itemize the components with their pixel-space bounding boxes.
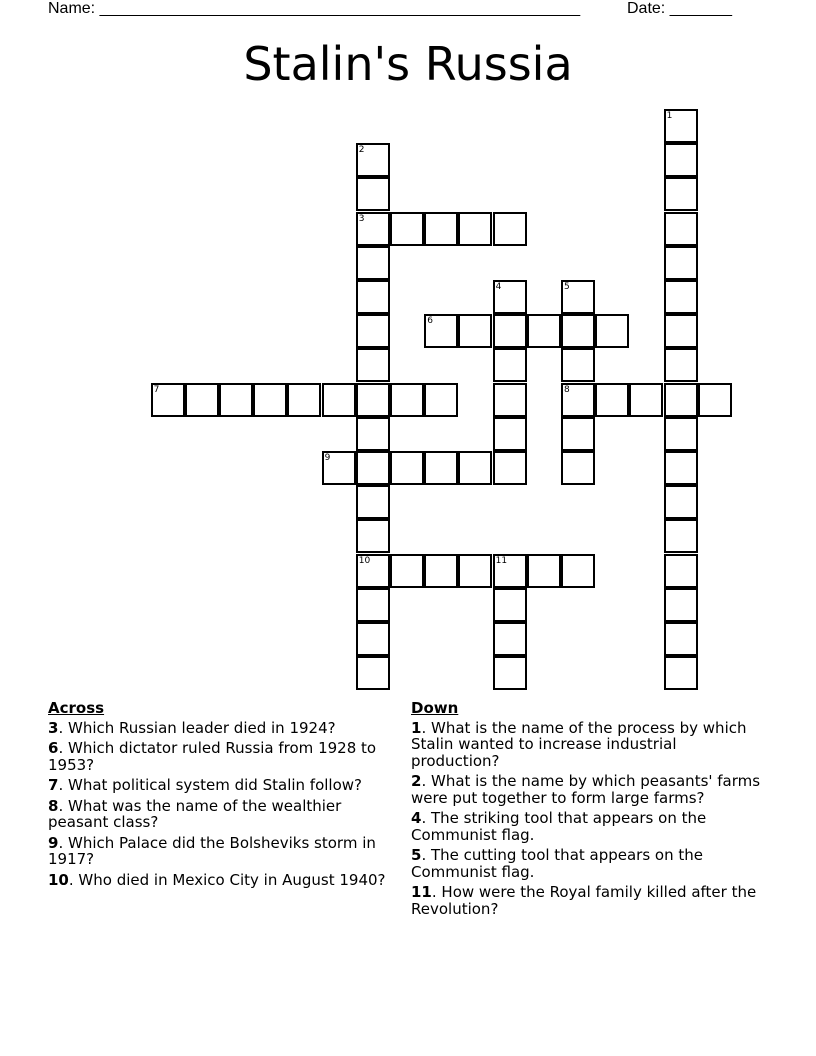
clue-text: The striking tool that appears on the Communist flag. (411, 809, 707, 844)
grid-cell[interactable] (664, 622, 698, 656)
clue-number: 11 (411, 883, 432, 901)
grid-cell[interactable] (527, 314, 561, 348)
grid-cell[interactable] (493, 554, 527, 588)
clue-number: 6 (427, 316, 433, 327)
clue-text: How were the Royal family killed after the Revolution? (411, 883, 757, 918)
clue-text: Which Russian leader died in 1924? (67, 718, 336, 737)
grid-cell[interactable] (458, 212, 492, 246)
clue-number: 3 (48, 718, 59, 737)
grid-cell[interactable] (595, 383, 629, 417)
grid-cell[interactable] (219, 383, 253, 417)
clue-number: 4 (411, 809, 422, 827)
grid-cell[interactable] (253, 383, 287, 417)
name-field-line: Name: ______________________________________________________ (48, 0, 581, 17)
grid-cell[interactable] (664, 246, 698, 280)
clue-number: 2 (358, 145, 365, 156)
clue-text: What is the name of the process by which Stalin wanted to increase industrial production? (411, 718, 747, 770)
clue-number: 8 (564, 384, 570, 395)
across-clue: 3. Which Russian leader died in 1924? (48, 718, 336, 737)
clue-text: Which dictator ruled Russia from 1928 to 1953? (48, 739, 377, 774)
clue-text: What is the name by which peasants' farms were put together to form large farms? (411, 772, 761, 807)
grid-cell[interactable] (664, 485, 698, 519)
clue-number: 1 (666, 111, 673, 121)
grid-cell[interactable] (322, 451, 356, 485)
grid-cell[interactable] (287, 383, 321, 417)
grid-cell[interactable] (151, 383, 185, 417)
grid-cell[interactable] (664, 519, 698, 553)
clue-number: 2 (411, 772, 422, 790)
grid-cell[interactable] (424, 212, 458, 246)
grid-cell[interactable] (356, 622, 390, 656)
grid-cell[interactable] (561, 348, 595, 382)
grid-cell[interactable] (664, 417, 698, 451)
down-clue: 4. The striking tool that appears on the Communist flag. (411, 809, 707, 844)
clue-number: 9 (324, 453, 331, 463)
across-clue: 8. What was the name of the wealthier peasant class? (48, 796, 342, 831)
grid-cell[interactable] (493, 588, 527, 622)
clue-number: 7 (153, 384, 160, 395)
grid-cell[interactable] (458, 554, 492, 588)
grid-cell[interactable] (493, 656, 527, 690)
grid-cell[interactable] (356, 280, 390, 314)
grid-cell[interactable] (595, 314, 629, 348)
across-clues (48, 700, 388, 892)
grid-cell[interactable] (664, 656, 698, 690)
grid-cell[interactable] (356, 656, 390, 690)
clue-text: The cutting tool that appears on the Communist flag. (411, 846, 704, 881)
down-heading: Down (411, 699, 459, 717)
clue-number: 7 (48, 776, 59, 794)
clue-number: 4 (495, 282, 502, 292)
clue-number: 3 (358, 213, 365, 224)
grid-cell[interactable] (561, 314, 595, 348)
grid-cell[interactable] (664, 314, 698, 348)
grid-cell[interactable] (561, 280, 595, 314)
clue-number: 9 (48, 833, 59, 852)
grid-cell[interactable] (698, 383, 732, 417)
grid-cell[interactable] (493, 212, 527, 246)
grid-cell[interactable] (561, 451, 595, 485)
across-clue-list (48, 720, 388, 889)
grid-cell[interactable] (561, 554, 595, 588)
grid-cell[interactable] (527, 554, 561, 588)
grid-cell[interactable] (424, 451, 458, 485)
grid-cell[interactable] (424, 383, 458, 417)
clue-number: 6 (48, 739, 59, 757)
clue-number: 10 (358, 555, 371, 566)
grid-cell[interactable] (664, 143, 698, 177)
grid-cell[interactable] (561, 383, 595, 417)
grid-cell[interactable] (493, 622, 527, 656)
down-clue: 2. What is the name by which peasants' farms were put together to form large farms? (411, 772, 761, 807)
grid-cell[interactable] (664, 451, 698, 485)
grid-cell[interactable] (356, 417, 390, 451)
grid-cell[interactable] (629, 383, 663, 417)
clue-text: Who died in Mexico City in August 1940? (78, 870, 386, 889)
grid-cell[interactable] (664, 177, 698, 211)
page-title: Stalin's Russia (243, 37, 573, 91)
grid-cell[interactable] (493, 383, 527, 417)
grid-cell[interactable] (664, 588, 698, 622)
grid-cell[interactable] (356, 246, 390, 280)
grid-cell[interactable] (664, 280, 698, 314)
grid-cell[interactable] (322, 383, 356, 417)
clue-number: 11 (495, 555, 508, 566)
down-clues (411, 700, 761, 921)
grid-cell[interactable] (356, 451, 390, 485)
down-clue: 11. How were the Royal family killed after the Revolution? (411, 883, 757, 918)
across-clue: 10. Who died in Mexico City in August 1940? (48, 870, 386, 889)
grid-cell[interactable] (424, 554, 458, 588)
grid-cell[interactable] (356, 588, 390, 622)
grid-cell[interactable] (390, 383, 424, 417)
grid-cell[interactable] (356, 143, 390, 177)
down-clue: 5. The cutting tool that appears on the Communist flag. (411, 846, 704, 881)
clue-number: 5 (564, 282, 570, 292)
grid-cell[interactable] (390, 554, 424, 588)
clue-text: What was the name of the wealthier peasant class? (48, 796, 342, 831)
clue-text: Which Palace did the Bolsheviks storm in 1917? (48, 833, 376, 868)
across-clue: 9. Which Palace did the Bolsheviks storm in 1917? (48, 833, 376, 868)
grid-cell[interactable] (356, 348, 390, 382)
grid-cell[interactable] (185, 383, 219, 417)
grid-cell[interactable] (390, 212, 424, 246)
clue-number: 8 (48, 796, 59, 815)
grid-cell[interactable] (664, 109, 698, 143)
grid-cell[interactable] (493, 417, 527, 451)
grid-cell[interactable] (424, 314, 458, 348)
across-clue: 7. What political system did Stalin follow? (48, 776, 363, 794)
grid-cell[interactable] (493, 280, 527, 314)
across-heading: Across (48, 699, 105, 717)
grid-cell[interactable] (493, 314, 527, 348)
grid-cell[interactable] (664, 554, 698, 588)
clue-number: 10 (48, 870, 69, 889)
clue-number: 5 (411, 846, 422, 864)
across-clue: 6. Which dictator ruled Russia from 1928 to 1953? (48, 739, 377, 774)
grid-cell[interactable] (390, 451, 424, 485)
clue-text: What political system did Stalin follow? (67, 776, 363, 794)
grid-cell[interactable] (664, 383, 698, 417)
grid-cell[interactable] (356, 554, 390, 588)
grid-cell[interactable] (356, 177, 390, 211)
clue-number: 1 (411, 718, 422, 737)
grid-cell[interactable] (356, 383, 390, 417)
grid-cell[interactable] (458, 451, 492, 485)
grid-cell[interactable] (664, 348, 698, 382)
grid-cell[interactable] (356, 212, 390, 246)
grid-cell[interactable] (493, 348, 527, 382)
grid-cell[interactable] (493, 451, 527, 485)
grid-cell[interactable] (664, 212, 698, 246)
grid-cell[interactable] (356, 485, 390, 519)
grid-cell[interactable] (561, 417, 595, 451)
date-field-line: Date: _______ (627, 0, 732, 17)
down-clue-list (411, 720, 761, 918)
grid-cell[interactable] (356, 314, 390, 348)
down-clue: 1. What is the name of the process by which Stalin wanted to increase industrial production? (411, 718, 747, 770)
grid-cell[interactable] (356, 519, 390, 553)
grid-cell[interactable] (458, 314, 492, 348)
